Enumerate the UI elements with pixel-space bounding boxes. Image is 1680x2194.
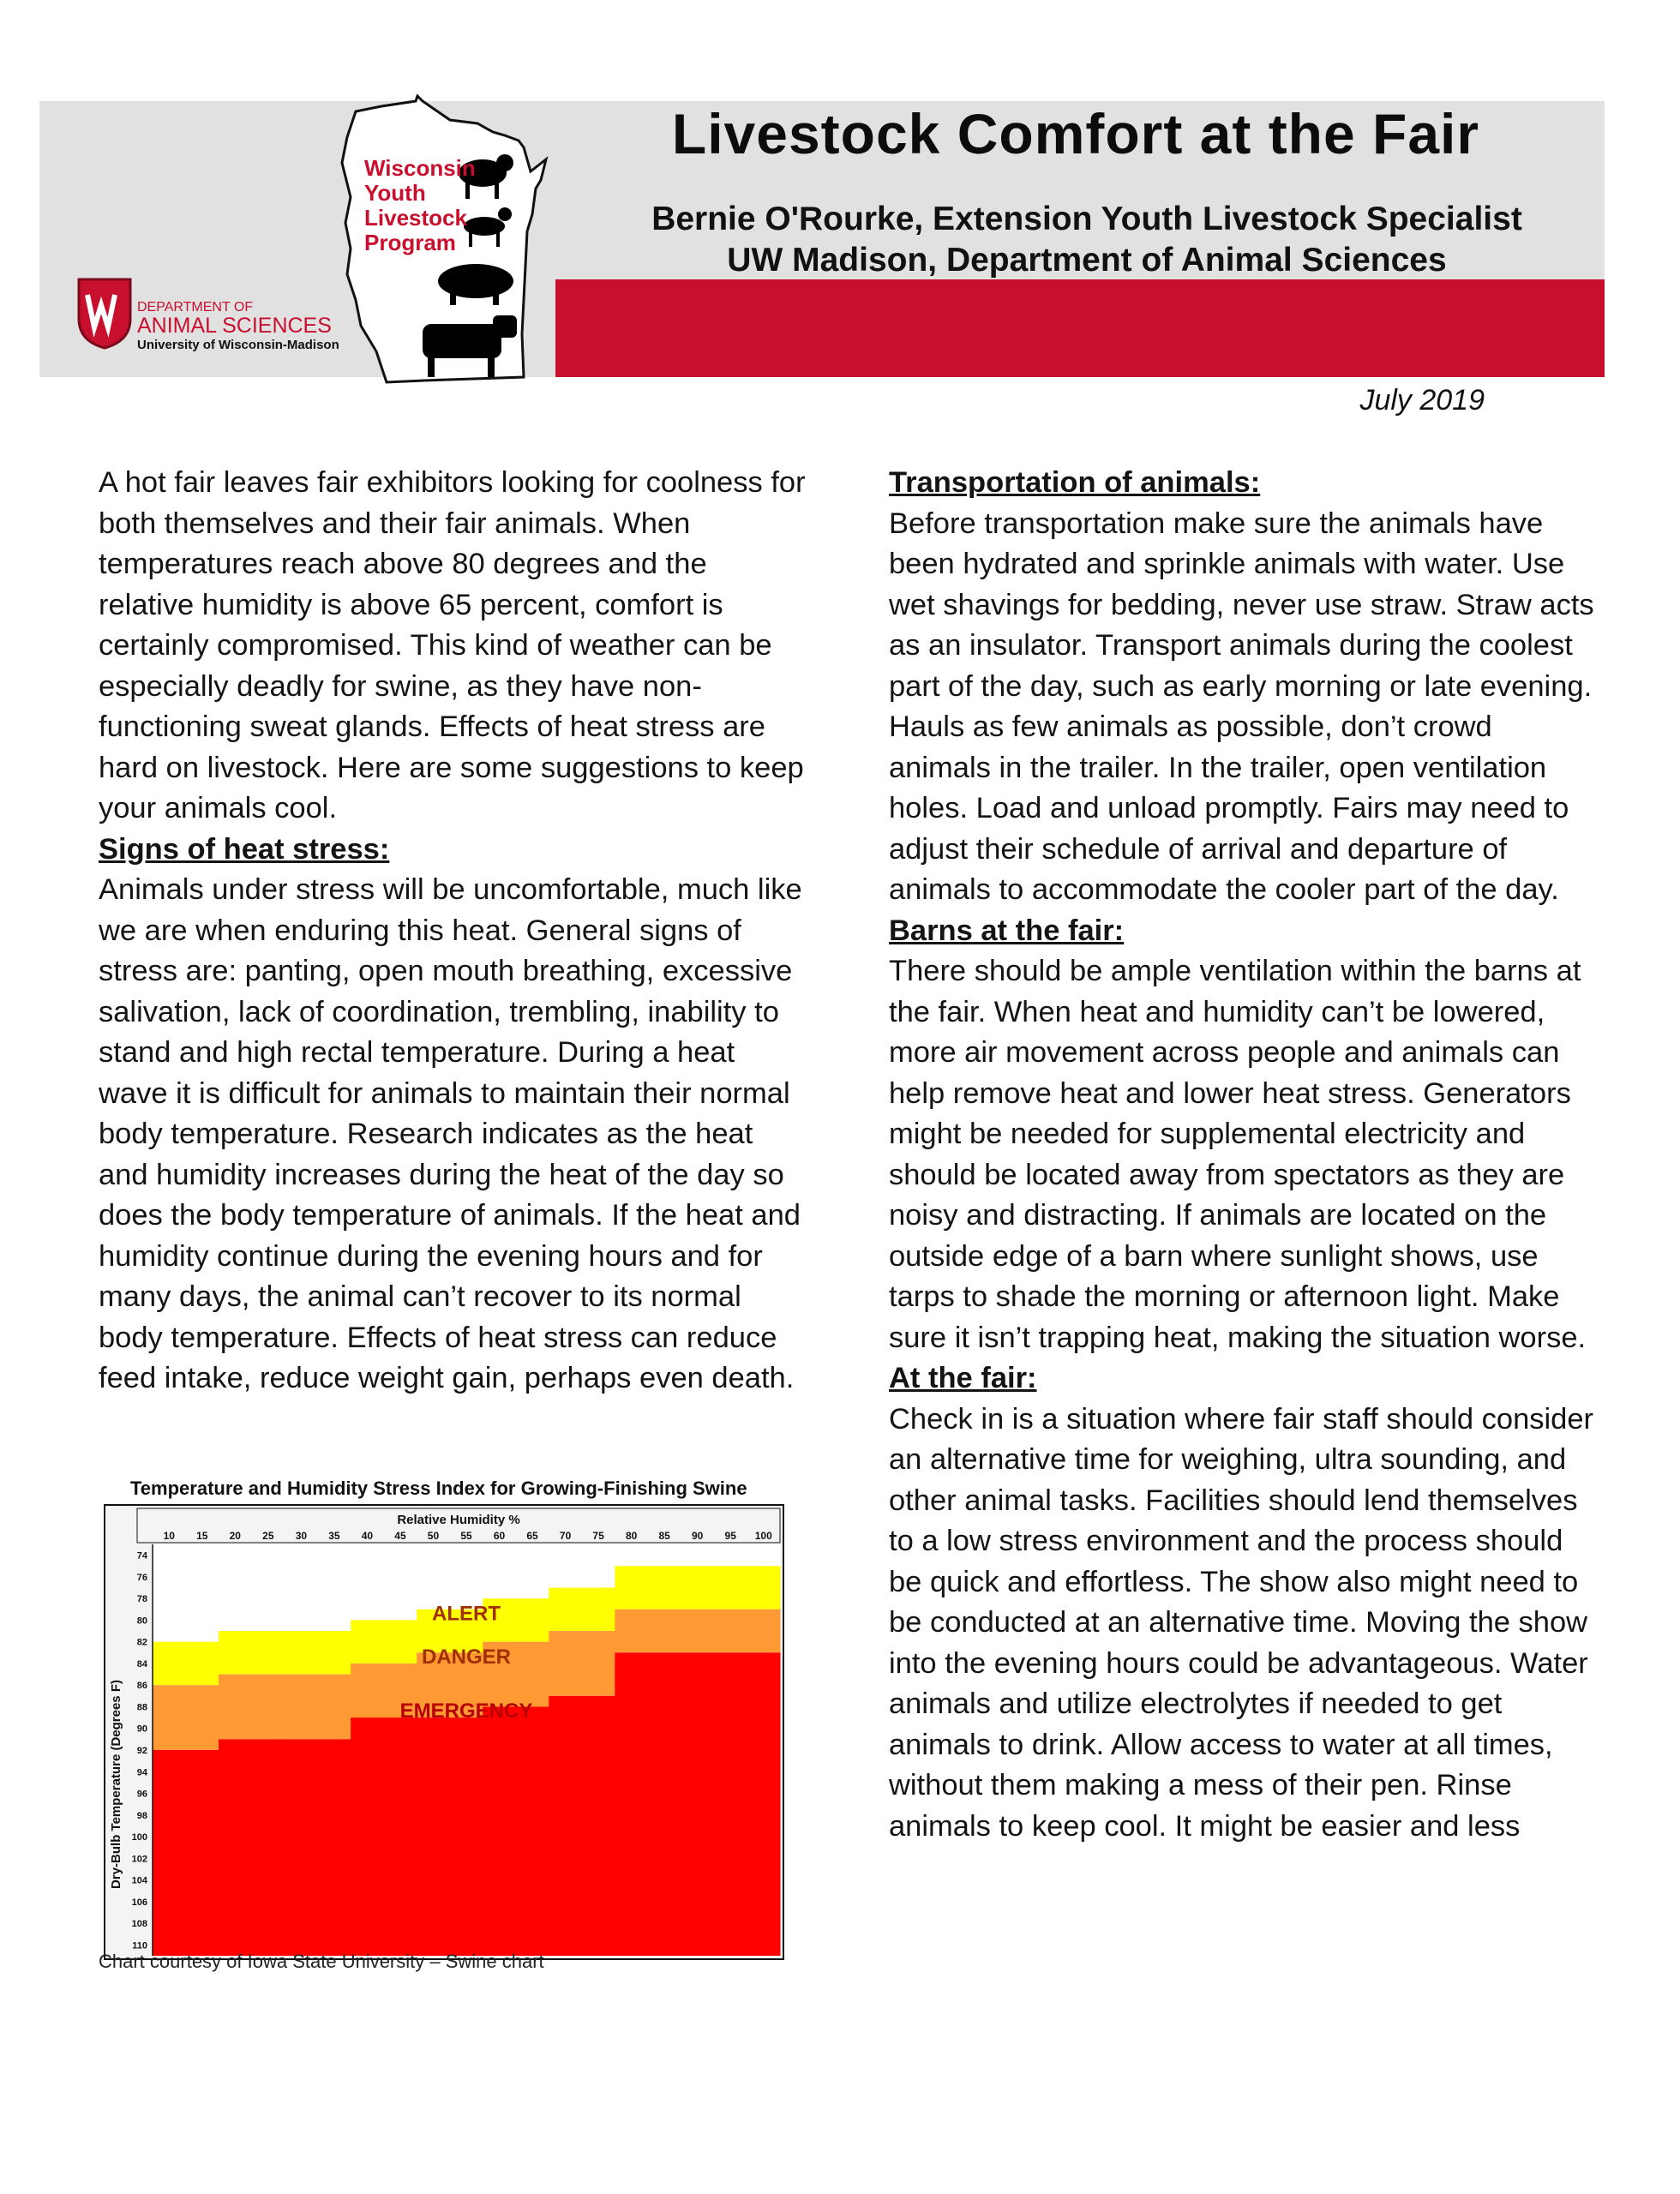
stress-index-chart bbox=[101, 1476, 787, 1964]
emergency-zone-cell bbox=[549, 1696, 582, 1956]
fair-paragraph: Check in is a situation where fair staff should consider an alternative time for weighing, ultra sounding, and other animal tasks. Facilities should lend themselves to a low stress environment and the process should be quick and effortless. The show also might need to be conducted at an alternative time. Moving the show into the evening hours could be advantageous. Water animals and utilize electrolytes if needed to get animals to drink. Allow access to water at all times, without them making a mess of their pen. Rinse animals to keep cool. It might be easier and less bbox=[889, 1402, 1594, 1843]
alert-zone-cell bbox=[186, 1642, 219, 1686]
danger-zone-cell bbox=[285, 1675, 318, 1740]
danger-zone-cell bbox=[219, 1675, 252, 1740]
chart-xlabel: Relative Humidity % bbox=[397, 1513, 520, 1527]
transport-heading: Transportation of animals: bbox=[889, 466, 1261, 499]
dept-logo-line3: University of Wisconsin-Madison bbox=[137, 338, 339, 352]
emergency-zone-cell bbox=[714, 1652, 747, 1956]
alert-zone-cell bbox=[318, 1631, 351, 1675]
author-block bbox=[566, 199, 1608, 281]
emergency-zone-cell bbox=[483, 1706, 516, 1956]
x-tick-label: 60 bbox=[493, 1530, 506, 1542]
emergency-zone-cell bbox=[153, 1750, 186, 1956]
y-tick-label: 92 bbox=[136, 1746, 147, 1756]
signs-paragraph: Animals under stress will be uncomfortable, much like we are when enduring this heat. General signs of stress are: panting, open mouth breathing, excessive salivation, lack of coordination, trembling, inability to stand and high rectal temperature. During a heat wave it is difficult for animals to maintain their normal body temperature. Research indicates as the heat and humidity increases during the heat of the day so does the body temperature of animals. If the heat and humidity continue during the evening hours and for many days, the animal can’t recover to its normal body temperature. Effects of heat stress can reduce feed intake, reduce weight gain, perhaps even death. bbox=[99, 873, 802, 1394]
emergency-zone-cell bbox=[450, 1717, 483, 1956]
danger-zone-cell bbox=[714, 1610, 747, 1653]
emergency-zone-cell bbox=[219, 1739, 252, 1956]
left-column bbox=[99, 463, 810, 1400]
dept-logo-line1: DEPARTMENT OF bbox=[137, 300, 254, 315]
emergency-zone-cell bbox=[318, 1739, 351, 1956]
transport-paragraph: Before transportation make sure the animals have been hydrated and sprinkle animals with water. Use wet shavings for bedding, never use straw. Straw acts as an insulator. Transport animals during the coolest part of the day, such as early morning or late evening. Hauls as few animals as possible, don’t crowd animals in the trailer. In the trailer, open ventilation holes. Load and unload promptly. Fairs may need to adjust their schedule of arrival and departure of animals to accommodate the cooler part of the day. bbox=[889, 507, 1594, 906]
danger-zone-cell bbox=[252, 1675, 285, 1740]
y-tick-label: 80 bbox=[136, 1616, 147, 1627]
danger-zone-cell bbox=[681, 1610, 714, 1653]
y-tick-label: 76 bbox=[136, 1572, 147, 1583]
x-tick-label: 50 bbox=[427, 1530, 440, 1542]
y-tick-label: 74 bbox=[136, 1550, 147, 1562]
y-tick-label: 102 bbox=[131, 1854, 147, 1865]
chart-plot-area bbox=[132, 1530, 781, 1956]
danger-zone-cell bbox=[516, 1642, 549, 1707]
page-title: Livestock Comfort at the Fair bbox=[671, 102, 1480, 165]
program-logo-line: Livestock bbox=[364, 205, 467, 231]
y-tick-label: 82 bbox=[136, 1637, 147, 1648]
affiliation-line: UW Madison, Department of Animal Sciences bbox=[727, 242, 1447, 279]
alert-zone-cell bbox=[384, 1620, 417, 1663]
alert-zone-cell bbox=[219, 1631, 252, 1675]
program-logo-text bbox=[364, 156, 501, 255]
header-red-band bbox=[555, 279, 1605, 377]
alert-zone-cell bbox=[252, 1631, 285, 1675]
x-tick-label: 30 bbox=[295, 1530, 308, 1542]
danger-zone-cell bbox=[648, 1610, 681, 1653]
x-tick-label: 75 bbox=[592, 1530, 604, 1542]
alert-zone-cell bbox=[153, 1642, 186, 1686]
y-tick-label: 88 bbox=[136, 1702, 147, 1713]
emergency-zone-cell bbox=[516, 1706, 549, 1956]
chart-ylabel: Dry-Bulb Temperature (Degrees F) bbox=[109, 1680, 123, 1889]
dept-logo-line2: ANIMAL SCIENCES bbox=[137, 314, 332, 338]
x-tick-label: 70 bbox=[559, 1530, 572, 1542]
y-tick-label: 84 bbox=[136, 1658, 147, 1669]
emergency-zone-cell bbox=[384, 1717, 417, 1956]
alert-zone-cell bbox=[714, 1566, 747, 1610]
emergency-zone-cell bbox=[285, 1739, 318, 1956]
emergency-zone-cell bbox=[615, 1652, 648, 1956]
program-logo-line: Youth bbox=[364, 180, 426, 206]
y-tick-label: 90 bbox=[136, 1723, 147, 1735]
program-logo-line: Program bbox=[364, 230, 456, 255]
emergency-zone-cell bbox=[186, 1750, 219, 1956]
zone-label-danger: DANGER bbox=[421, 1645, 512, 1669]
chart-title: Temperature and Humidity Stress Index for Growing-Finishing Swine bbox=[130, 1478, 747, 1499]
danger-zone-cell bbox=[351, 1663, 384, 1717]
x-tick-label: 40 bbox=[361, 1530, 374, 1542]
danger-zone-cell bbox=[615, 1610, 648, 1653]
danger-zone-cell bbox=[747, 1610, 780, 1653]
y-tick-label: 104 bbox=[131, 1875, 147, 1886]
x-tick-label: 80 bbox=[625, 1530, 638, 1542]
x-tick-label: 65 bbox=[526, 1530, 538, 1542]
alert-zone-cell bbox=[681, 1566, 714, 1610]
right-column bbox=[889, 463, 1600, 1847]
author-line: Bernie O'Rourke, Extension Youth Livestock Specialist bbox=[651, 201, 1522, 237]
alert-zone-cell bbox=[648, 1566, 681, 1610]
zone-label-alert: ALERT bbox=[432, 1602, 501, 1626]
program-logo-line: Wisconsin bbox=[364, 155, 476, 181]
y-tick-label: 96 bbox=[136, 1789, 147, 1800]
issue-date: July 2019 bbox=[1359, 384, 1485, 417]
barns-heading: Barns at the fair: bbox=[889, 914, 1125, 947]
alert-zone-cell bbox=[549, 1588, 582, 1632]
intro-paragraph: A hot fair leaves fair exhibitors looking for coolness for both themselves and their fair animals. When temperatures reach above 80 degrees and the relative humidity is above 65 percent, comfort is certainly compromised. This kind of weather can be especially deadly for swine, as they have non-functioning sweat glands. Effects of heat stress are hard on livestock. Here are some suggestions to keep your animals cool. bbox=[99, 466, 806, 824]
fair-heading: At the fair: bbox=[889, 1362, 1037, 1394]
x-tick-label: 85 bbox=[658, 1530, 670, 1542]
danger-zone-cell bbox=[318, 1675, 351, 1740]
y-tick-label: 108 bbox=[131, 1919, 147, 1930]
x-tick-label: 90 bbox=[692, 1530, 704, 1542]
zone-label-emergency: EMERGENCY bbox=[399, 1699, 533, 1723]
alert-zone-cell bbox=[582, 1588, 615, 1632]
chart-caption: Chart courtesy of Iowa State University – Swine chart bbox=[99, 1951, 544, 1972]
y-tick-label: 86 bbox=[136, 1681, 147, 1692]
alert-zone-cell bbox=[516, 1598, 549, 1642]
x-tick-label: 10 bbox=[163, 1530, 175, 1542]
y-tick-label: 100 bbox=[131, 1832, 147, 1843]
y-tick-label: 94 bbox=[136, 1767, 147, 1778]
y-tick-label: 78 bbox=[136, 1594, 147, 1605]
x-tick-label: 15 bbox=[196, 1530, 208, 1542]
y-tick-label: 106 bbox=[131, 1897, 147, 1908]
danger-zone-cell bbox=[549, 1631, 582, 1696]
x-tick-label: 25 bbox=[262, 1530, 274, 1542]
x-tick-label: 20 bbox=[229, 1530, 241, 1542]
emergency-zone-cell bbox=[417, 1717, 450, 1956]
danger-zone-cell bbox=[582, 1631, 615, 1696]
alert-zone-cell bbox=[285, 1631, 318, 1675]
emergency-zone-cell bbox=[747, 1652, 780, 1956]
alert-zone-cell bbox=[351, 1620, 384, 1663]
danger-zone-cell bbox=[186, 1685, 219, 1750]
emergency-zone-cell bbox=[351, 1717, 384, 1956]
x-tick-label: 35 bbox=[328, 1530, 340, 1542]
x-tick-label: 100 bbox=[754, 1530, 772, 1542]
x-tick-label: 45 bbox=[394, 1530, 406, 1542]
x-tick-label: 95 bbox=[724, 1530, 736, 1542]
uw-crest-icon bbox=[75, 276, 134, 350]
alert-zone-cell bbox=[747, 1566, 780, 1610]
emergency-zone-cell bbox=[648, 1652, 681, 1956]
x-tick-label: 55 bbox=[460, 1530, 472, 1542]
emergency-zone-cell bbox=[252, 1739, 285, 1956]
alert-zone-cell bbox=[615, 1566, 648, 1610]
danger-zone-cell bbox=[153, 1685, 186, 1750]
barns-paragraph: There should be ample ventilation within the barns at the fair. When heat and humidity can’t be lowered, more air movement across people and animals can help remove heat and lower heat stress. Generators might be needed for supplemental electricity and should be located away from spectators as they are noisy and distracting. If animals are located on the outside edge of a barn where sunlight shows, use tarps to shade the morning or afternoon light. Make sure it isn’t trapping heat, making the situation worse. bbox=[889, 955, 1587, 1354]
signs-heading: Signs of heat stress: bbox=[99, 832, 390, 866]
y-tick-label: 110 bbox=[132, 1940, 147, 1951]
emergency-zone-cell bbox=[582, 1696, 615, 1956]
emergency-zone-cell bbox=[681, 1652, 714, 1956]
y-tick-label: 98 bbox=[136, 1810, 147, 1821]
